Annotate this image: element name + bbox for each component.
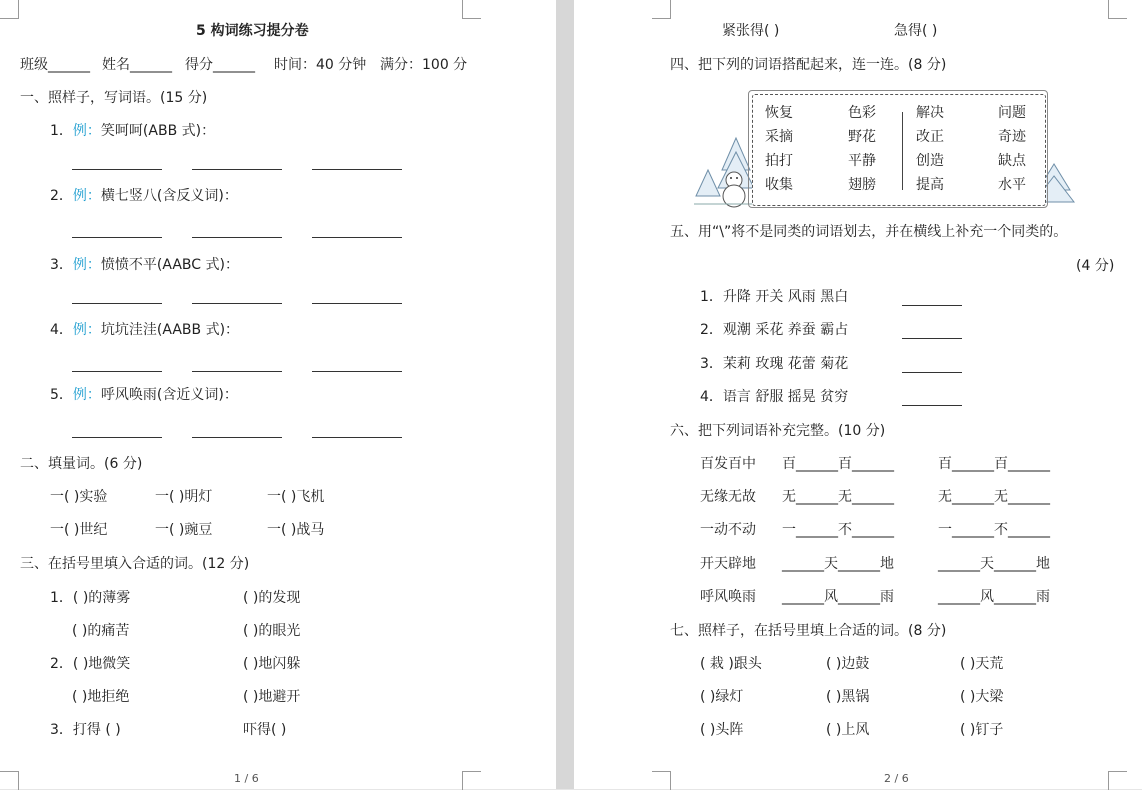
idiom-blank[interactable]: 百______百______ <box>938 456 1050 472</box>
crop-mark <box>462 0 481 19</box>
fill-blank[interactable]: ( )的痛苦 <box>72 623 130 639</box>
match-word[interactable]: 问题 <box>998 105 1026 121</box>
item-number: 2． <box>50 188 73 204</box>
item-number: 5． <box>50 387 73 403</box>
section-7-heading: 七、照样子，在括号里填上合适的词。(8 分) <box>670 623 947 639</box>
info-name: 姓名______ <box>102 57 172 73</box>
idiom-blank[interactable]: 百______百______ <box>782 456 894 472</box>
answer-line[interactable] <box>902 305 962 306</box>
phrase-blank[interactable]: ( )边鼓 <box>826 656 870 672</box>
section-2-heading: 二、填量词。(6 分) <box>20 456 143 472</box>
idiom-blank[interactable]: 一______不______ <box>782 522 894 538</box>
match-word[interactable]: 创造 <box>916 153 944 169</box>
fill-blank[interactable]: ( )的发现 <box>243 590 301 606</box>
info-time: 时间：40 分钟 <box>274 57 367 73</box>
match-word[interactable]: 野花 <box>848 129 876 145</box>
info-score: 得分______ <box>185 57 255 73</box>
phrase-blank[interactable]: ( )大梁 <box>960 689 1004 705</box>
example-label: 例： <box>72 322 101 338</box>
question-item <box>50 122 215 140</box>
example-label: 例： <box>72 387 101 403</box>
match-word[interactable]: 奇迹 <box>998 129 1026 145</box>
match-word[interactable]: 采摘 <box>765 129 793 145</box>
match-word[interactable]: 色彩 <box>848 105 876 121</box>
phrase-blank[interactable]: ( )绿灯 <box>700 689 744 705</box>
idiom-example: 百发百中 <box>700 456 756 472</box>
idiom-blank[interactable]: ______天______地 <box>938 556 1050 572</box>
fill-blank[interactable]: 紧张得( ) <box>722 23 780 39</box>
section-5-heading: 五、用“\”将不是同类的词语划去，并在横线上补充一个同类的。 <box>670 224 1068 240</box>
word-group: 3．茉莉 玫瑰 花蕾 菊花 <box>700 356 849 372</box>
answer-line[interactable] <box>192 371 282 372</box>
match-word[interactable]: 翅膀 <box>848 177 876 193</box>
idiom-example: 呼风唤雨 <box>700 589 756 605</box>
answer-line[interactable] <box>192 437 282 438</box>
match-word[interactable]: 拍打 <box>765 153 793 169</box>
measure-word-blank[interactable]: 一( )飞机 <box>267 489 325 505</box>
answer-line[interactable] <box>312 371 402 372</box>
answer-line[interactable] <box>312 437 402 438</box>
phrase-blank[interactable]: ( 栽 )跟头 <box>700 656 762 672</box>
example-label: 例： <box>72 123 101 139</box>
page-1 <box>0 0 556 789</box>
phrase-blank[interactable]: ( )黑锅 <box>826 689 870 705</box>
crop-mark <box>652 0 671 19</box>
measure-word-blank[interactable]: 一( )实验 <box>50 489 108 505</box>
page-number: 2 / 6 <box>884 772 909 785</box>
measure-word-blank[interactable]: 一( )豌豆 <box>155 522 213 538</box>
answer-line[interactable] <box>72 437 162 438</box>
section-3-heading: 三、在括号里填入合适的词。(12 分) <box>20 556 250 572</box>
item-number: 1． <box>50 123 73 139</box>
answer-line[interactable] <box>72 237 162 238</box>
info-class: 班级______ <box>20 57 90 73</box>
match-word[interactable]: 平静 <box>848 153 876 169</box>
answer-line[interactable] <box>72 169 162 170</box>
phrase-blank[interactable]: ( )天荒 <box>960 656 1004 672</box>
crop-mark <box>1108 771 1127 790</box>
idiom-blank[interactable]: 一______不______ <box>938 522 1050 538</box>
measure-word-blank[interactable]: 一( )明灯 <box>155 489 213 505</box>
answer-line[interactable] <box>312 303 402 304</box>
match-word[interactable]: 改正 <box>916 129 944 145</box>
answer-line[interactable] <box>192 169 282 170</box>
fill-blank[interactable]: 吓得( ) <box>243 722 287 738</box>
word-group: 4．语言 舒服 摇晃 贫穷 <box>700 389 849 405</box>
phrase-blank[interactable]: ( )上风 <box>826 722 870 738</box>
example-label: 例： <box>72 257 101 273</box>
item-text: 坑坑洼洼(AABB 式)： <box>100 322 240 338</box>
fill-blank[interactable]: 2．( )地微笑 <box>50 656 131 672</box>
match-word[interactable]: 缺点 <box>998 153 1026 169</box>
match-word[interactable]: 解决 <box>916 105 944 121</box>
idiom-example: 无缘无故 <box>700 489 756 505</box>
answer-line[interactable] <box>902 338 962 339</box>
idiom-blank[interactable]: 无______无______ <box>938 489 1050 505</box>
question-item <box>50 256 239 274</box>
measure-word-blank[interactable]: 一( )战马 <box>267 522 325 538</box>
crop-mark <box>0 0 19 19</box>
question-item <box>50 386 238 404</box>
item-number: 3． <box>50 257 73 273</box>
idiom-blank[interactable]: ______天______地 <box>782 556 894 572</box>
idiom-blank[interactable]: ______风______雨 <box>782 589 894 605</box>
item-text: 愤愤不平(AABC 式)： <box>100 257 239 273</box>
answer-line[interactable] <box>312 237 402 238</box>
idiom-example: 开天辟地 <box>700 556 756 572</box>
crop-mark <box>462 771 481 790</box>
fill-blank[interactable]: ( )地闪躲 <box>243 656 301 672</box>
page-number: 1 / 6 <box>234 772 259 785</box>
phrase-blank[interactable]: ( )头阵 <box>700 722 744 738</box>
item-text: 笑呵呵(ABB 式)： <box>100 123 216 139</box>
crop-mark <box>0 771 19 790</box>
answer-line[interactable] <box>192 237 282 238</box>
fill-blank[interactable]: ( )的眼光 <box>243 623 301 639</box>
section-6-heading: 六、把下列词语补充完整。(10 分) <box>670 423 886 439</box>
answer-line[interactable] <box>902 372 962 373</box>
crop-mark <box>1108 0 1127 19</box>
section-1-heading: 一、照样子，写词语。(15 分) <box>20 90 208 106</box>
fill-blank[interactable]: 3．打得 ( ) <box>50 722 121 738</box>
matching-divider <box>902 112 903 190</box>
answer-line[interactable] <box>192 303 282 304</box>
item-text: 呼风唤雨(含近义词)： <box>100 387 238 403</box>
idiom-blank[interactable]: ______风______雨 <box>938 589 1050 605</box>
example-label: 例： <box>72 188 101 204</box>
question-item <box>50 187 238 205</box>
fill-blank[interactable]: 1．( )的薄雾 <box>50 590 131 606</box>
match-word[interactable]: 恢复 <box>765 105 793 121</box>
fill-blank[interactable]: ( )地拒绝 <box>72 689 130 705</box>
idiom-blank[interactable]: 无______无______ <box>782 489 894 505</box>
match-word[interactable]: 水平 <box>998 177 1026 193</box>
answer-line[interactable] <box>312 169 402 170</box>
page-title: 5 构词练习提分卷 <box>196 23 309 39</box>
phrase-blank[interactable]: ( )钉子 <box>960 722 1004 738</box>
info-full-score: 满分：100 分 <box>380 57 468 73</box>
section-5-score: (4 分) <box>1076 258 1115 274</box>
answer-line[interactable] <box>72 371 162 372</box>
answer-line[interactable] <box>902 405 962 406</box>
page-gap <box>556 0 574 789</box>
fill-blank[interactable]: 急得( ) <box>894 23 938 39</box>
fill-blank[interactable]: ( )地避开 <box>243 689 301 705</box>
word-group: 2．观潮 采花 养蚕 霸占 <box>700 322 849 338</box>
crop-mark <box>652 771 671 790</box>
idiom-example: 一动不动 <box>700 522 756 538</box>
item-text: 横七竖八(含反义词)： <box>100 188 238 204</box>
word-group: 1．升降 开关 风雨 黑白 <box>700 289 849 305</box>
match-word[interactable]: 提高 <box>916 177 944 193</box>
answer-line[interactable] <box>72 303 162 304</box>
question-item <box>50 321 239 339</box>
match-word[interactable]: 收集 <box>765 177 793 193</box>
item-number: 4． <box>50 322 73 338</box>
section-4-heading: 四、把下列的词语搭配起来，连一连。(8 分) <box>670 57 947 73</box>
measure-word-blank[interactable]: 一( )世纪 <box>50 522 108 538</box>
